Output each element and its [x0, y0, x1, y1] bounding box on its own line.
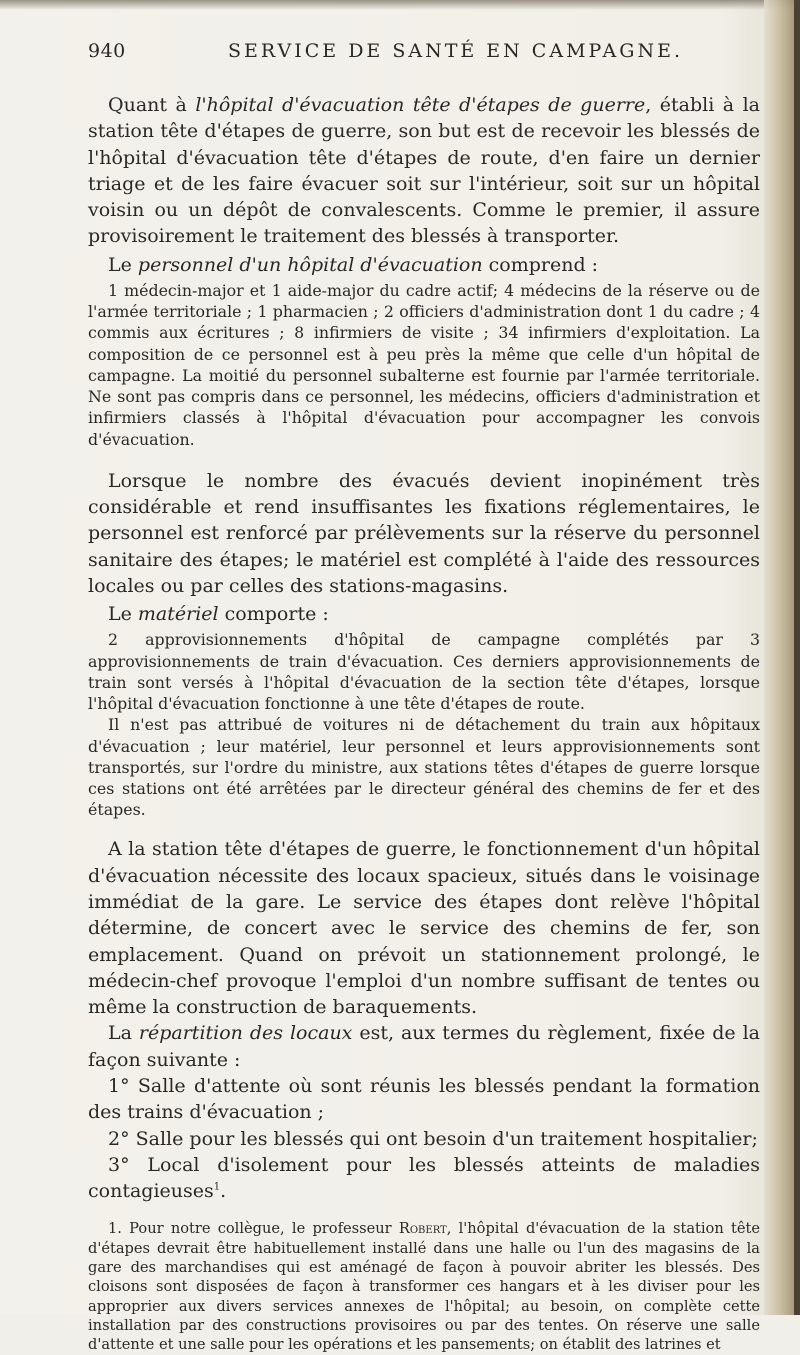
paragraph-materiel-heading	[88, 601, 760, 627]
footnote	[88, 1219, 760, 1354]
paragraph-hopital-evacuation-guerre	[88, 92, 760, 250]
footnote-reference: 1	[213, 1181, 221, 1193]
italic-term: matériel	[137, 603, 219, 626]
text-run: 3° Local d'isolement pour les blessés atteints de maladies contagieuses	[88, 1153, 760, 1203]
list-item-salle-attente: 1° Salle d'attente où sont réunis les blessés pendant la formation des trains d'évacuation ;	[88, 1074, 760, 1124]
author-name: Robert	[398, 1220, 447, 1238]
page-body	[88, 92, 760, 1355]
footnote-marker: 1.	[108, 1220, 122, 1238]
text-run: , établi à la station tête d'étapes de guerre, son but est de recevoir les blessés de l'hôpital d'évacuation tête d'étapes de route, d'en faire un dernier triage et de les faire évacuer soit sur l'intérieur, soit sur un hôpital voisin ou un dépôt de convalescents. Comme le premier, il assure provisoirement le traitement des blessés à transporter.	[88, 94, 760, 248]
italic-term: répartition des locaux	[138, 1022, 353, 1045]
italic-term: personnel d'un hôpital d'évacuation	[137, 253, 483, 276]
scan-top-shadow	[0, 0, 800, 10]
list-item-local-isolement	[88, 1152, 760, 1205]
text-run: comporte :	[218, 603, 329, 626]
text-run: , l'hôpital d'évacuation de la station tête d'étapes devrait être habituellement installé dans une halle ou l'un des magasins de la gare des marchandises qui est aménagé de façon à pouvoir abriter les blessés. Des cloisons sont disposées de façon à transformer ces hangars et à les diviser pour les approprier aux divers services annexes de l'hôpital; au besoin, on complète cette installation par des constructions provisoires ou par des tentes. On réserve une salle d'attente et une salle pour les opérations et les pansements; on établit des latrines et	[88, 1220, 760, 1354]
text-run: Pour notre collègue, le professeur	[121, 1220, 399, 1238]
paragraph-renfort: Lorsque le nombre des évacués devient inopinément très considérable et rend insuffisantes les fixations réglementaires, le personnel est renforcé par prélèvements sur la réserve du personnel sanitaire des étapes; le matériel est complété à l'aide des ressources locales ou par celles des stations-magasins.	[88, 469, 760, 597]
running-head: SERVICE DE SANTÉ EN CAMPAGNE.	[228, 40, 683, 62]
text-run: Quant à	[108, 94, 196, 116]
binding-edge	[794, 0, 800, 1315]
page-header	[88, 40, 760, 70]
text-run: Le	[108, 603, 138, 626]
paragraph-voitures: Il n'est pas attribué de voitures ni de détachement du train aux hôpitaux d'évacuation ; leur matériel, leur personnel et leurs approvisionnements sont transportés, sur l'ordre du ministre, aux stations têtes d'étapes de guerre lorsque ces stations ont été arrêtées par le directeur général des chemins de fer et des étapes.	[88, 715, 760, 820]
text-run: Le	[108, 253, 138, 276]
text-run: La	[108, 1022, 139, 1045]
paragraph-repartition-heading	[88, 1020, 760, 1073]
text-run: est, aux termes du règlement, fixée de la façon suivante :	[88, 1022, 761, 1071]
paragraph-approvisionnements: 2 approvisionnements d'hôpital de campagne complétés par 3 approvisionnements de train d'évacuation. Ces derniers approvisionnements de train sont versés à l'hôpital d'évacuation de la section tête d'étapes, lorsque l'hôpital d'évacuation fonctionne à une tête d'étapes de route.	[88, 630, 760, 714]
page-number: 940	[88, 40, 126, 62]
text-run: .	[220, 1180, 227, 1203]
paragraph-personnel-list: 1 médecin-major et 1 aide-major du cadre actif; 4 médecins de la réserve ou de l'armée territoriale ; 1 pharmacien ; 2 officiers d'administration dont 1 du cadre ; 4 commis aux écritures ; 8 infirmiers de visite ; 34 infirmiers d'exploitation. La composition de ce personnel est à peu près la même que celle d'un hôpital de campagne. La moitié du personnel subalterne est fournie par l'armée territoriale. Ne sont pas compris dans ce personnel, les médecins, officiers d'administration et infirmiers classés à l'hôpital d'évacuation pour accompagner les convois d'évacuation.	[88, 281, 760, 449]
list-item-salle-traitement: 2° Salle pour les blessés qui ont besoin d'un traitement hospitalier;	[108, 1127, 758, 1150]
paragraph-personnel-heading	[88, 252, 760, 278]
italic-term: l'hôpital d'évacuation tête d'étapes de guerre	[195, 94, 646, 116]
paragraph-locaux: A la station tête d'étapes de guerre, le fonctionnement d'un hôpital d'évacuation nécessite des locaux spacieux, situés dans le voisinage immédiat de la gare. Le service des étapes dont relève l'hôpital détermine, de concert avec le service des chemins de fer, son emplacement. Quand on prévoit un stationnement prolongé, le médecin-chef provoque l'emploi d'un nombre suffisant de tentes ou même la construction de baraquements.	[88, 838, 760, 1019]
text-run: comprend :	[482, 253, 599, 276]
